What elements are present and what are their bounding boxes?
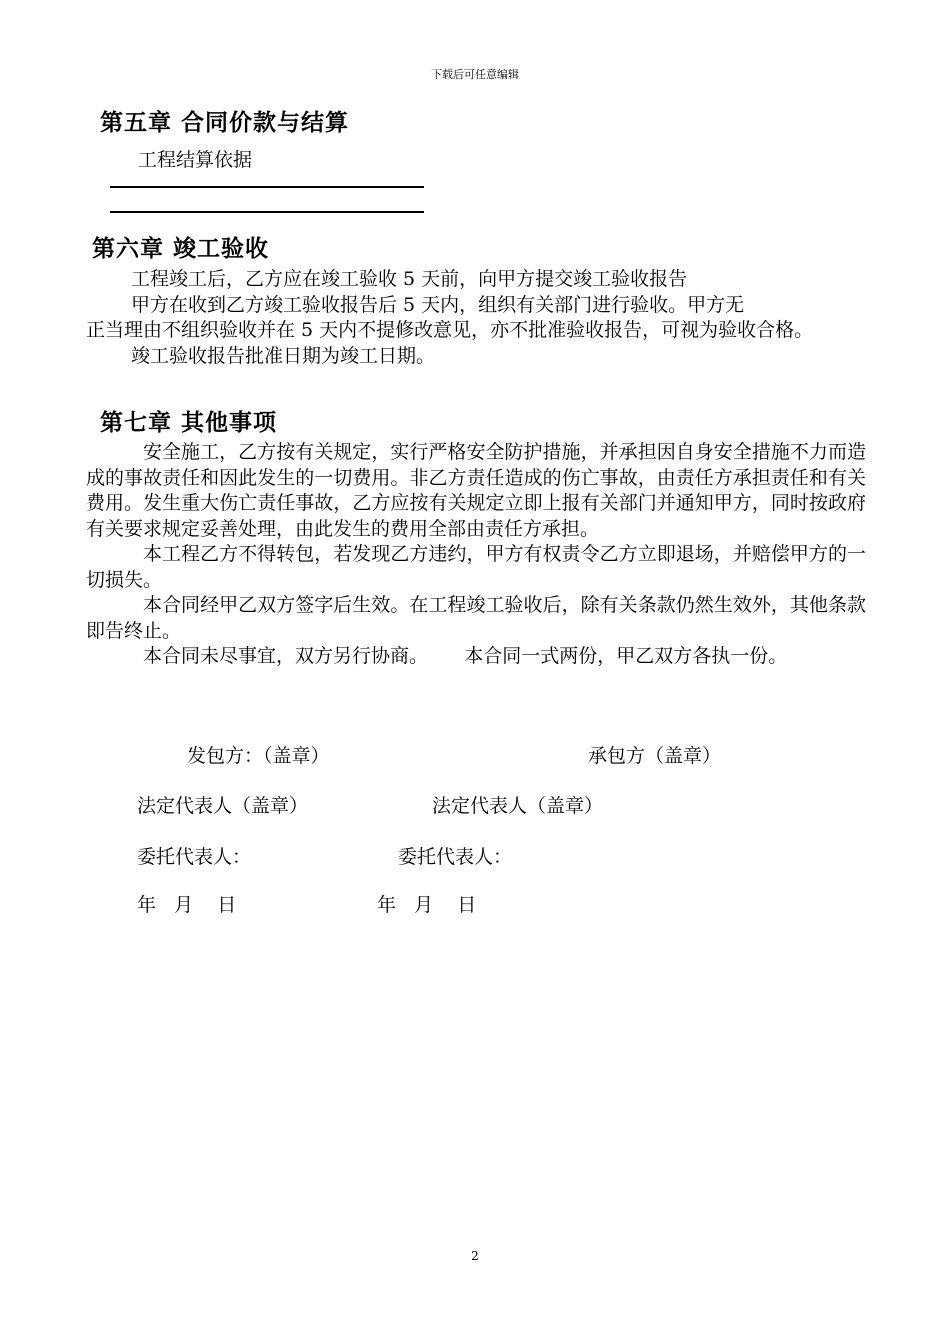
chapter-6-paragraph-3: 竣工验收报告批准日期为竣工日期。 [131,344,436,367]
chapter-6-paragraph-2-rest: 正当理由不组织验收并在 5 天内不提修改意见，亦不批准验收报告，可视为验收合格。 [86,319,814,341]
party-a-date-label: 年 月 日 [137,894,237,916]
chapter-5-title: 第五章 合同价款与结算 [100,110,350,136]
chapter-7-paragraph-4: 本合同未尽事宜，双方另行协商。 本合同一式两份，甲乙双方各执一份。 [143,645,788,667]
blank-fill-line-2 [110,211,424,213]
chapter-7-paragraph-1: 安全施工，乙方按有关规定，实行严格安全防护措施，并承担因自身安全措施不力而造成的事故责任和因此发生的一切费用。非乙方责任造成的伤亡事故，由责任方承担责任和有关费用。发生重大伤亡责任事故，乙方应按有关规定立即上报有关部门并通知甲方，同时按政府有关要求规定妥善处理，由此发生的费用全部由责任方承担。 [86,441,866,540]
chapter-6-paragraph-1: 工程竣工后，乙方应在竣工验收 5 天前，向甲方提交竣工验收报告 [131,268,688,290]
chapter-6-paragraph-2-first-line: 甲方在收到乙方竣工验收报告后 5 天内，组织有关部门进行验收。甲方无 [131,293,745,316]
party-a-seal-label: 发包方：（盖章） [187,745,330,767]
chapter-7-paragraph-2: 本工程乙方不得转包，若发现乙方违约，甲方有权责令乙方立即退场，并赔偿甲方的一切损失。 [86,543,866,591]
party-b-seal-label: 承包方（盖章） [588,745,722,767]
page-header-note: 下载后可任意编辑 [431,68,519,81]
chapter-7-title: 第七章 其他事项 [100,410,278,436]
party-b-date-label: 年 月 日 [377,894,477,916]
chapter-6-title: 第六章 竣工验收 [92,236,270,262]
chapter-7-body [86,440,866,670]
page-number: 2 [471,1249,479,1263]
party-b-agent-label: 委托代表人： [398,846,513,868]
settlement-basis-label: 工程结算依据 [138,149,253,171]
chapter-6-body [86,267,866,369]
chapter-7-paragraph-3: 本合同经甲乙双方签字后生效。在工程竣工验收后，除有关条款仍然生效外，其他条款即告终止。 [86,594,866,642]
party-a-agent-label: 委托代表人： [137,846,252,868]
party-a-legal-rep-label: 法定代表人（盖章） [137,795,309,817]
blank-fill-line-1 [110,186,424,188]
party-b-legal-rep-label: 法定代表人（盖章） [432,795,604,817]
